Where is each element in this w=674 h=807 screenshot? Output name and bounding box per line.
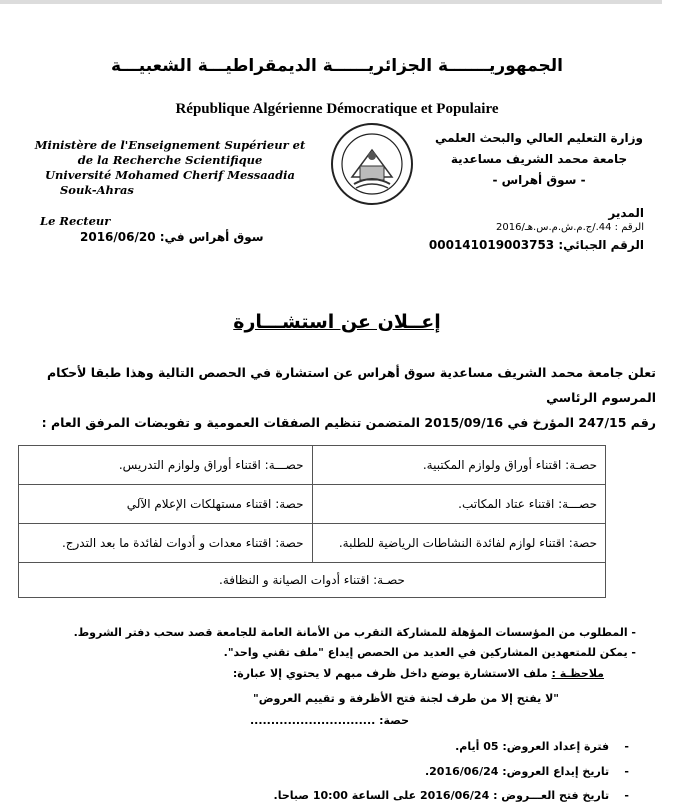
university-seal-icon [330, 122, 414, 206]
ministry-line-fr-2: de la Recherche Scientifique [77, 153, 263, 167]
envelope-quote: "لا يفتح إلا من طرف لجنة فتح الأظرفة و تقييم العروض" [252, 692, 559, 705]
lot-cell: حصـــة: اقتناء أوراق ولوازم التدريس. [19, 446, 313, 485]
ministry-line-fr-4: Souk-Ahras [60, 183, 134, 197]
reference-number: الرقم : 44./ج.م.ش.م.س.هـ/2016 [496, 222, 644, 233]
prep-period-label: فترة إعداد العروض: [502, 740, 610, 753]
issue-date-label: سوق أهراس في: [159, 230, 264, 244]
note-multiple-lots: - يمكن للمتعهدين المشاركين في العديد من الحصص إيداع "ملف تقني واحد". [223, 646, 636, 659]
republic-title-french: République Algérienne Démocratique et Populaire [175, 101, 499, 117]
deposit-date-line: - تاريخ إيداع العروض: 2016/06/24. [424, 765, 629, 778]
lots-table [18, 445, 606, 598]
announcement-intro [22, 360, 656, 435]
prep-period-value: 05 أيام. [455, 740, 499, 753]
opening-date-line: - تاريخ فتح العـــروض : 2016/06/24 على الساعة 10:00 صباحا. [273, 789, 629, 802]
announcement-title: إعــلان عن استشـــارة [233, 311, 441, 333]
opening-time-value: 10:00 صباحا. [273, 789, 348, 802]
table-row [19, 446, 606, 485]
issue-date-value: 2016/06/20 [80, 230, 156, 244]
lot-cell: حصة: اقتناء معدات و أدوات لفائدة ما بعد التدرج. [19, 524, 313, 563]
tax-number-label: الرقم الجبائي: [558, 238, 644, 252]
opening-date-value: 2016/06/24 [419, 789, 490, 802]
note-required: - المطلوب من المؤسسات المؤهلة للمشاركة التقرب من الأمانة العامة للجامعة قصد سحب دفتر الشروط. [73, 626, 636, 639]
table-row [19, 524, 606, 563]
deposit-date-value: 2016/06/24. [424, 765, 499, 778]
ministry-line-ar-3: - سوق أهراس - [492, 173, 586, 187]
lot-field: حصة: .............................. [249, 714, 409, 727]
lot-cell: حصـة: اقتناء أدوات الصيانة و النظافة. [19, 563, 606, 598]
opening-date-label: تاريخ فتح العـــروض : [493, 789, 610, 802]
remark-text: ملف الاستشارة يوضع داخل ظرف مبهم لا يحتوي إلا عبارة: [232, 667, 548, 680]
ministry-line-ar-1: وزارة التعليم العالي والبحث العلمي [434, 131, 644, 145]
opening-time-label: على الساعة [351, 789, 417, 802]
republic-title-arabic: الجمهوريـــــــة الجزائريــــــة الديمقراطيـــة الشعبيـــة [111, 56, 563, 76]
lot-cell: حصـة: اقتناء أوراق ولوازم المكتبية. [312, 446, 606, 485]
ministry-line-ar-2: جامعة محمد الشريف مساعدية [450, 152, 628, 166]
note-remark [233, 667, 604, 680]
tax-number-line [429, 238, 644, 252]
issue-date-line [80, 230, 264, 244]
lot-cell: حصـــة: اقتناء عتاد المكاتب. [312, 485, 606, 524]
intro-line-2: رقم 247/15 المؤرخ في 2015/09/16 المتضمن تنظيم الصفقات العمومية و تفويضات المرفق العام : [41, 415, 656, 430]
prep-period-line: - فترة إعداد العروض: 05 أيام. [455, 740, 629, 753]
intro-line-1: تعلن جامعة محمد الشريف مساعدية سوق أهراس عن استشارة في الحصص التالية وهذا طبقا لأحكام المرسوم الرئاسي [46, 365, 656, 405]
lot-cell: حصة: اقتناء لوازم لفائدة النشاطات الرياضية للطلبة. [312, 524, 606, 563]
tax-number-value: 000141019003753 [428, 238, 555, 252]
remark-label: ملاحظـة : [551, 667, 604, 680]
lot-cell: حصة: اقتناء مستهلكات الإعلام الآلي [19, 485, 313, 524]
top-border-line [0, 0, 662, 4]
recteur-label: Le Recteur [40, 214, 111, 228]
deposit-date-label: تاريخ إيداع العروض: [502, 765, 610, 778]
ministry-line-fr-3: Université Mohamed Cherif Messaadia [44, 168, 295, 182]
director-label: المدير [608, 206, 644, 220]
table-row [19, 485, 606, 524]
ministry-line-fr-1: Ministère de l'Enseignement Supérieur et [34, 138, 306, 152]
table-row [19, 563, 606, 598]
